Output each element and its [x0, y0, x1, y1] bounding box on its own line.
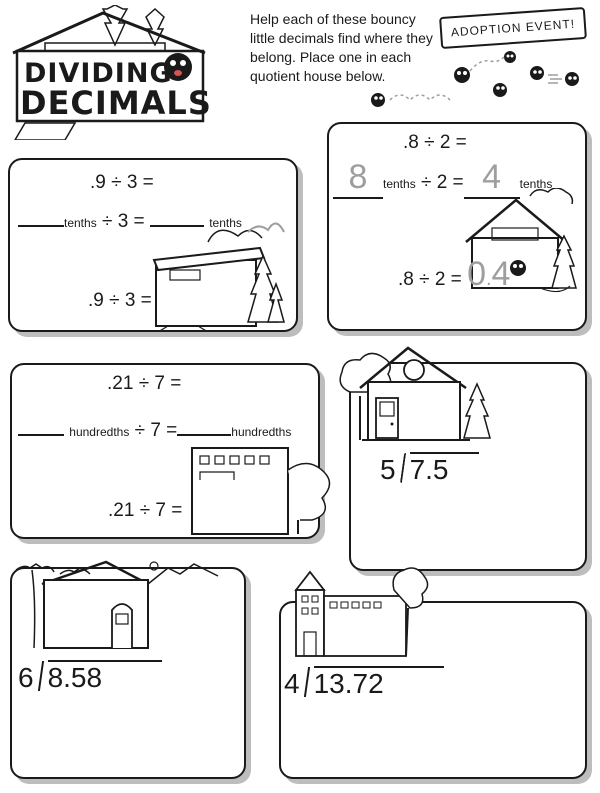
p2-line1: .21 ÷ 7 = [107, 373, 182, 394]
p4-division [18, 660, 162, 694]
p1-line1: .9 ÷ 3 = [90, 172, 154, 193]
ex-answer-1: 8 [348, 158, 368, 196]
bouncy-decimals-icon [370, 45, 590, 115]
p2-unit: hundredths [69, 425, 130, 439]
p3-divisor: 5 [380, 454, 396, 485]
p1-line2 [18, 211, 242, 233]
p1-unit-2: tenths [209, 216, 242, 230]
p2-answer-blank-1[interactable] [18, 434, 64, 436]
p5-divisor: 4 [284, 668, 300, 699]
ex-answer-2: 4 [482, 158, 502, 196]
p2-answer-blank-2[interactable] [177, 434, 231, 436]
ex-unit-2: tenths [519, 177, 553, 191]
p4-divisor: 6 [18, 662, 34, 693]
ex-line2 [333, 158, 552, 199]
p1-answer-blank-2[interactable] [150, 225, 204, 227]
ex-divide: ÷ 2 = [420, 172, 464, 193]
house-icon [334, 342, 494, 442]
p2-line3: .21 ÷ 7 = [108, 500, 183, 521]
p5-dividend: 13.72 [314, 666, 444, 700]
ex-line3: .8 ÷ 2 = 0.4 [398, 255, 511, 293]
ex-unit: tenths [383, 177, 416, 191]
p4-dividend: 8.58 [48, 660, 163, 694]
ex-answer-3b: 4 [491, 255, 511, 293]
p3-division [380, 452, 479, 486]
title-line-2: DECIMALS [20, 84, 212, 122]
building-icon [188, 440, 338, 540]
p1-line3: .9 ÷ 3 = [88, 290, 152, 311]
p1-answer-blank-1[interactable] [18, 225, 64, 227]
instructions-text: Help each of these bouncy little decimals find where they belong. Place one in each quotient house below. [250, 11, 433, 84]
p1-unit: tenths [64, 216, 97, 230]
p1-divide: ÷ 3 = [101, 211, 145, 232]
p3-dividend: 7.5 [410, 452, 479, 486]
ex-line1: .8 ÷ 2 = [403, 132, 467, 153]
adoption-badge: ADOPTION EVENT! [439, 7, 587, 49]
p2-line2 [18, 420, 291, 442]
house-icon [16, 560, 246, 650]
ex-line3-text: .8 ÷ 2 = [398, 269, 462, 290]
p5-division [284, 666, 444, 700]
p2-divide: ÷ 7 = [134, 420, 178, 441]
p2-unit-2: hundredths [231, 425, 292, 439]
ex-answer-3a: 0 [467, 255, 486, 293]
title-line-1: DIVIDING [24, 58, 173, 89]
building-icon [290, 560, 440, 660]
